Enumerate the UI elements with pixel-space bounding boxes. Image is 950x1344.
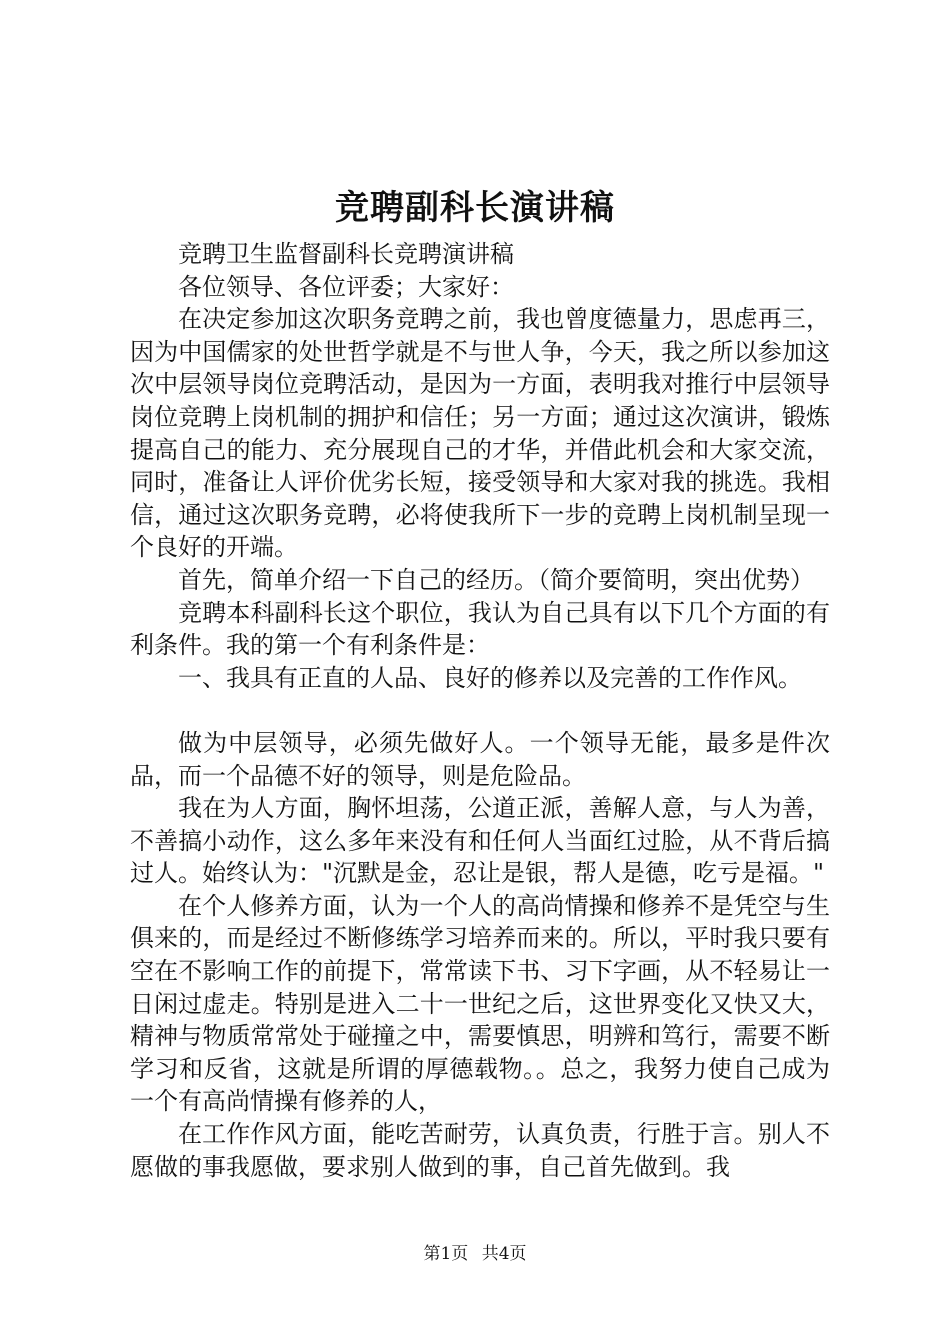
paragraph-spacer <box>130 694 830 727</box>
paragraph: 竞聘本科副科长这个职位，我认为自己具有以下几个方面的有利条件。我的第一个有利条件是： <box>130 598 830 660</box>
paragraph: 在个人修养方面，认为一个人的高尚情操和修养不是凭空与生俱来的，而是经过不断修练学习培养而来的。所以，平时我只要有空在不影响工作的前提下，常常读下书、习下字画，从不轻易让一日闲过虚走。特别是进入二十一世纪之后，这世界变化又快又大，精神与物质常常处于碰撞之中，需要慎思，明辨和笃行，需要不断学习和反省，这就是所谓的厚德载物。。总之，我努力使自己成为一个有高尚情操有修养的人， <box>130 891 830 1116</box>
paragraph-heading: 一、我具有正直的人品、良好的修养以及完善的工作作风。 <box>178 663 802 692</box>
paragraph: 在决定参加这次职务竞聘之前，我也曾度德量力，思虑再三，因为中国儒家的处世哲学就是不与世人争，今天，我之所以参加这次中层领导岗位竞聘活动，是因为一方面，表明我对推行中层领导岗位竞聘上岗机制的拥护和信任；另一方面；通过这次演讲，锻炼提高自己的能力、充分展现自己的才华，并借此机会和大家交流，同时，准备让人评价优劣长短，接受领导和大家对我的挑选。我相信，通过这次职务竞聘，必将使我所下一步的竞聘上岗机制呈现一个良好的开端。 <box>130 305 830 562</box>
page-number: 第1页 <box>423 1244 469 1264</box>
page-total: 共4页 <box>481 1244 527 1264</box>
document-title: 竞聘副科长演讲稿 <box>335 188 615 228</box>
paragraph-greeting: 各位领导、各位评委；大家好： <box>178 272 514 301</box>
paragraph: 做为中层领导，必须先做好人。一个领导无能，最多是件次品，而一个品德不好的领导，则是危险品。 <box>130 728 830 790</box>
paragraph: 在工作作风方面，能吃苦耐劳，认真负责，行胜于言。别人不愿做的事我愿做，要求别人做到的事，自己首先做到。我 <box>130 1120 830 1181</box>
paragraph-subtitle: 竞聘卫生监督副科长竞聘演讲稿 <box>178 240 514 268</box>
document-body <box>130 238 830 1183</box>
paragraph: 我在为人方面，胸怀坦荡，公道正派，善解人意，与人为善，不善搞小动作，这么多年来没有和任何人当面红过脸，从不背后搞过人。始终认为："沉默是金，忍让是银，帮人是德，吃亏是福。" <box>130 794 830 888</box>
paragraph: 首先，简单介绍一下自己的经历。（简介要简明，突出优势） <box>178 565 814 594</box>
page-footer <box>0 1242 950 1266</box>
